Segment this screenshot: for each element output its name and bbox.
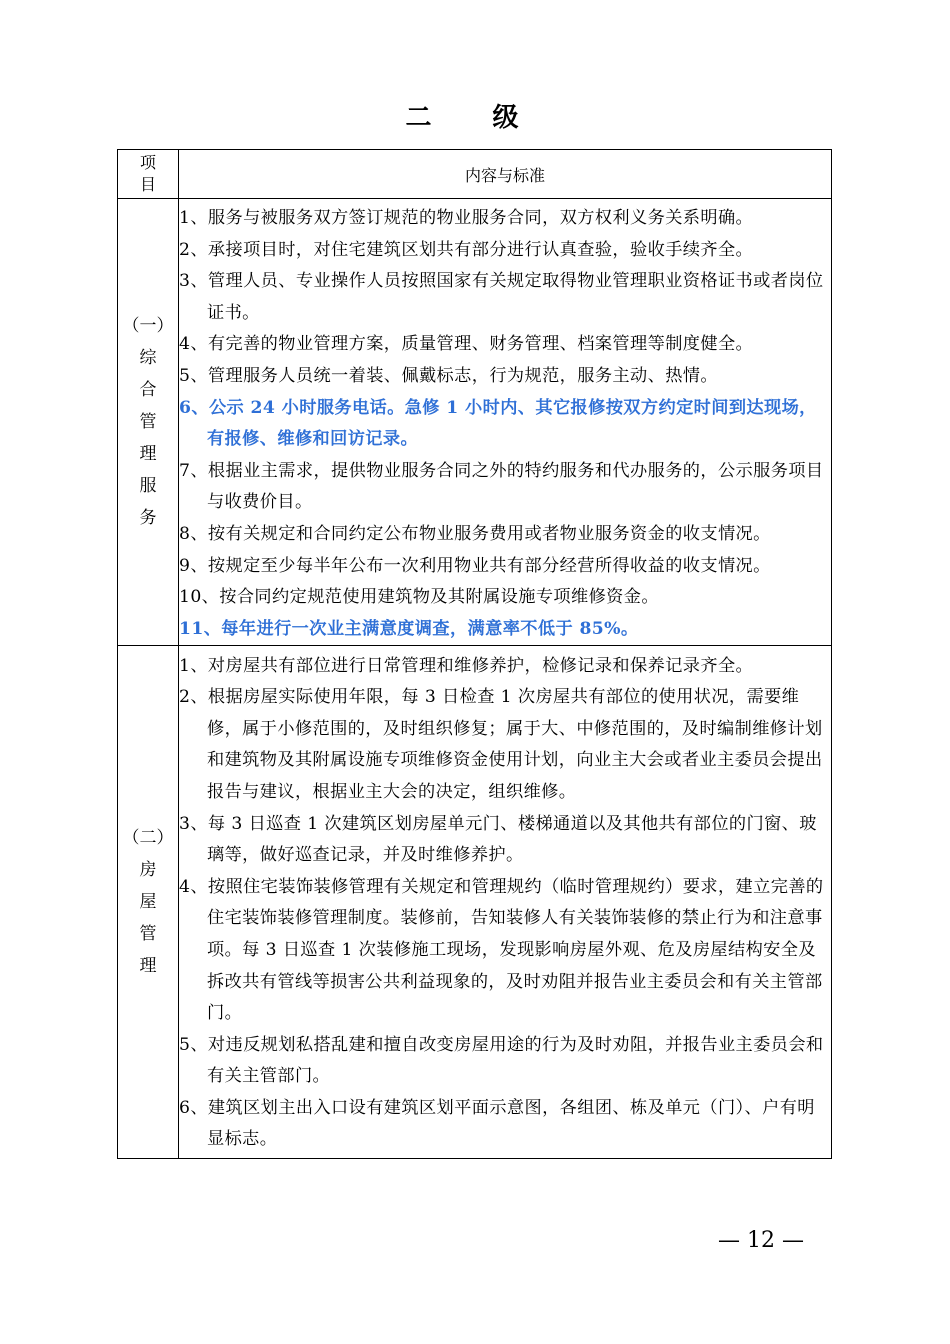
section-number: （一） xyxy=(122,316,174,337)
standard-item: 9、按规定至少每半年公布一次利用物业共有部分经营所得收益的收支情况。 xyxy=(179,555,771,576)
section-label-char: 服 xyxy=(139,476,157,497)
section-label-char: 合 xyxy=(139,380,157,401)
standard-item: 4、按照住宅装饰装修管理有关规定和管理规约（临时管理规约）要求，建立完善的住宅装饰装修管理制度。装修前，告知装修人有关装饰装修的禁止行为和注意事项。每 3 日巡查 1 次装修施工现场，发现影响房屋外观、危及房屋结构安全及拆改共有管线等损害公共利益现象的，及时劝阻并报告业主委员会和有关主管部门。 xyxy=(179,876,824,1024)
section-label-cell xyxy=(118,646,179,1159)
standard-item: 6、公示 24 小时服务电话。急修 1 小时内、其它报修按双方约定时间到达现场，有报修、维修和回访记录。 xyxy=(179,397,817,450)
header-content-cell: 内容与标准 xyxy=(179,150,832,199)
section-row xyxy=(118,199,832,646)
section-items-cell xyxy=(179,199,832,646)
section-label-char: 管 xyxy=(139,924,157,945)
standard-item: 3、每 3 日巡查 1 次建筑区划房屋单元门、楼梯通道以及其他共有部位的门窗、玻璃等，做好巡查记录，并及时维修养护。 xyxy=(179,813,817,866)
standard-item: 10、按合同约定规范使用建筑物及其附属设施专项维修资金。 xyxy=(179,587,659,608)
standard-item: 5、管理服务人员统一着装、佩戴标志，行为规范，服务主动、热情。 xyxy=(179,365,718,386)
standard-item: 6、建筑区划主出入口设有建筑区划平面示意图，各组团、栋及单元（门）、户有明显标志。 xyxy=(179,1097,815,1150)
section-label-char: 屋 xyxy=(139,892,157,913)
standards-table xyxy=(117,149,832,1159)
standard-item: 5、对违反规划私搭乱建和擅自改变房屋用途的行为及时劝阻，并报告业主委员会和有关主管部门。 xyxy=(179,1034,824,1087)
page-title: 二 级 xyxy=(405,103,545,133)
section-label-char: 理 xyxy=(139,956,157,977)
table-header-row xyxy=(118,150,832,199)
section-number: （二） xyxy=(122,828,174,849)
header-item-char: 目 xyxy=(139,175,156,194)
standard-item: 4、有完善的物业管理方案，质量管理、财务管理、档案管理等制度健全。 xyxy=(179,334,754,355)
page-number: — 12 — xyxy=(718,1228,804,1253)
section-label-char: 理 xyxy=(139,444,157,465)
section-label-cell xyxy=(118,199,179,646)
standard-item: 7、根据业主需求，提供物业服务合同之外的特约服务和代办服务的，公示服务项目与收费价目。 xyxy=(179,460,824,513)
standard-item: 2、承接项目时，对住宅建筑区划共有部分进行认真查验，验收手续齐全。 xyxy=(179,239,754,260)
standard-item: 2、根据房屋实际使用年限，每 3 日检查 1 次房屋共有部位的使用状况，需要维修，属于小修范围的，及时组织修复；属于大、中修范围的，及时编制维修计划和建筑物及其附属设施专项维修资金使用计划，向业主大会或者业主委员会提出报告与建议，根据业主大会的决定，组织维修。 xyxy=(179,687,823,802)
section-label-char: 管 xyxy=(139,412,157,433)
section-row xyxy=(118,646,832,1159)
standard-item: 8、按有关规定和合同约定公布物业服务费用或者物业服务资金的收支情况。 xyxy=(179,523,771,544)
header-item-cell xyxy=(118,150,179,199)
standard-item: 3、管理人员、专业操作人员按照国家有关规定取得物业管理职业资格证书或者岗位证书。 xyxy=(179,271,824,323)
standard-item: 1、对房屋共有部位进行日常管理和维修养护，检修记录和保养记录齐全。 xyxy=(179,655,754,676)
standard-item: 11、每年进行一次业主满意度调查，满意率不低于 85%。 xyxy=(179,618,639,639)
header-item-char: 项 xyxy=(139,153,156,172)
section-label-char: 房 xyxy=(139,860,157,881)
section-label-char: 综 xyxy=(139,348,157,369)
section-items-cell xyxy=(179,646,832,1159)
section-label-char: 务 xyxy=(139,508,157,529)
standard-item: 1、服务与被服务双方签订规范的物业服务合同，双方权利义务关系明确。 xyxy=(179,208,754,228)
